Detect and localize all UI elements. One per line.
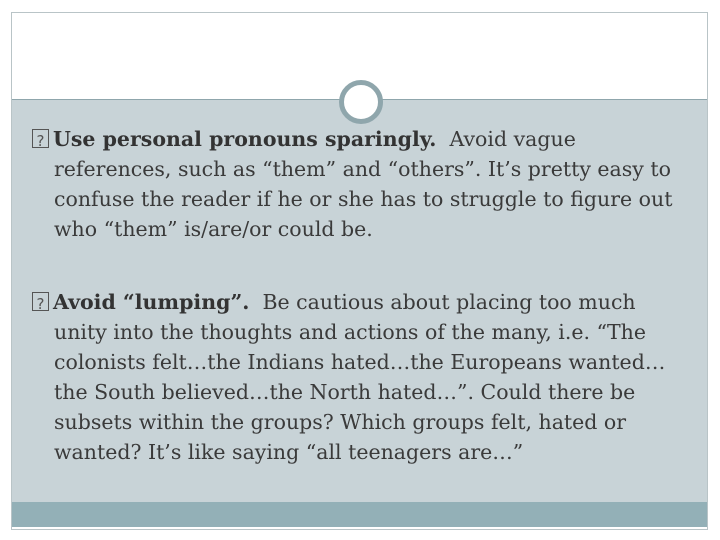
bullet-body: Be cautious about placing too much unity into the thoughts and actions of the many, i.e. “The colonists felt…the Indians hated…the Europeans wanted…the South believed…the North hated…”. Could there be subsets within the groups? Which groups felt, hated or wanted? It’s like saying “all teenagers are…” [54, 290, 666, 464]
missing-glyph-box-icon [32, 129, 49, 148]
bullet-lead: Avoid “lumping”. [53, 290, 250, 314]
bottom-band [12, 502, 707, 527]
circle-ornament-icon [339, 80, 383, 124]
bullet-body: Avoid vague references, such as “them” and “others”. It’s pretty easy to confuse the reader if he or she has to struggle to figure out who “them” is/are/or could be. [54, 127, 673, 241]
bullet-lead: Use personal pronouns sparingly. [53, 127, 437, 151]
missing-glyph-box-icon [32, 292, 49, 311]
bullet-item-lumping [32, 287, 692, 467]
bullet-item-pronouns [32, 124, 692, 244]
